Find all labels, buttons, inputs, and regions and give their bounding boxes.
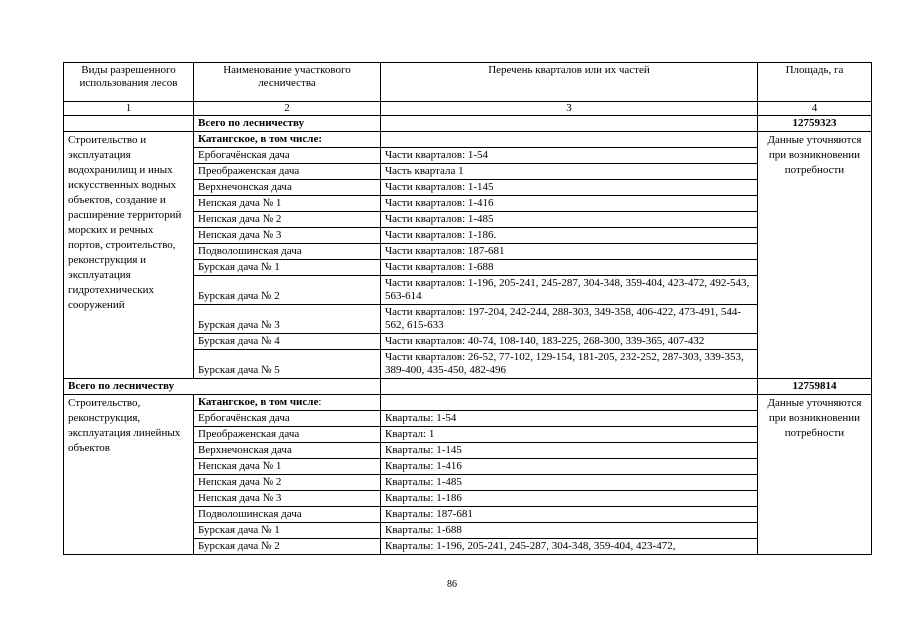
total-row xyxy=(64,116,872,132)
quarter-list: Квартал: 1 xyxy=(381,427,758,443)
area-note: Данные уточняются при возникновении потребности xyxy=(758,395,872,555)
quarter-list: Кварталы: 1-54 xyxy=(381,411,758,427)
column-number: 4 xyxy=(758,102,872,116)
header-col-area: Площадь, га xyxy=(758,63,872,102)
forestry-name: Бурская дача № 3 xyxy=(194,305,381,334)
forestry-name: Бурская дача № 1 xyxy=(194,260,381,276)
quarter-list: Части кварталов: 197-204, 242-244, 288-303, 349-358, 406-422, 473-491, 544-562, 615-633 xyxy=(381,305,758,334)
group-row xyxy=(64,132,872,148)
area-note: Данные уточняются при возникновении потребности xyxy=(758,132,872,379)
quarter-list: Кварталы: 1-485 xyxy=(381,475,758,491)
forestry-name: Преображенская дача xyxy=(194,427,381,443)
total-label: Всего по лесничеству xyxy=(64,379,381,395)
quarter-list: Части кварталов: 1-186. xyxy=(381,228,758,244)
total-label: Всего по лесничеству xyxy=(194,116,381,132)
forest-use-table xyxy=(63,62,872,555)
forestry-name: Бурская дача № 5 xyxy=(194,350,381,379)
total-row xyxy=(64,379,872,395)
forestry-name: Верхнечонская дача xyxy=(194,180,381,196)
total-empty-cell xyxy=(381,116,758,132)
quarter-list: Кварталы: 1-196, 205-241, 245-287, 304-348, 359-404, 423-472, xyxy=(381,539,758,555)
use-type-cell: Строительство и эксплуатация водохранилищ и иных искусственных водных объектов, создание и расширение территорий морских и речных портов, строительство, реконструкция и эксплуатация гидротехнических сооружений xyxy=(64,132,194,379)
group-row xyxy=(64,395,872,411)
header-col-forestry: Наименование участкового лесничества xyxy=(194,63,381,102)
quarter-list: Кварталы: 1-145 xyxy=(381,443,758,459)
quarter-list: Части кварталов: 1-485 xyxy=(381,212,758,228)
total-empty-cell xyxy=(381,379,758,395)
column-number: 3 xyxy=(381,102,758,116)
quarter-list: Части кварталов: 1-145 xyxy=(381,180,758,196)
forestry-name: Бурская дача № 1 xyxy=(194,523,381,539)
header-col-use: Виды разрешенного использования лесов xyxy=(64,63,194,102)
quarter-list: Части кварталов: 40-74, 108-140, 183-225, 268-300, 339-365, 407-432 xyxy=(381,334,758,350)
column-number-row xyxy=(64,102,872,116)
quarter-list: Кварталы: 1-186 xyxy=(381,491,758,507)
group-label: Катангское, в том числе: xyxy=(194,132,381,148)
group-empty-cell xyxy=(381,132,758,148)
forestry-name: Подволошинская дача xyxy=(194,507,381,523)
quarter-list: Часть квартала 1 xyxy=(381,164,758,180)
total-area: 12759323 xyxy=(758,116,872,132)
section-1-body xyxy=(64,116,872,379)
forestry-name: Бурская дача № 4 xyxy=(194,334,381,350)
use-type-cell: Строительство, реконструкция, эксплуатация линейных объектов xyxy=(64,395,194,555)
quarter-list: Кварталы: 1-688 xyxy=(381,523,758,539)
forestry-name: Подволошинская дача xyxy=(194,244,381,260)
quarter-list: Части кварталов: 1-688 xyxy=(381,260,758,276)
table-header-row xyxy=(64,63,872,102)
quarter-list: Части кварталов: 1-416 xyxy=(381,196,758,212)
column-number: 1 xyxy=(64,102,194,116)
quarter-list: Кварталы: 1-416 xyxy=(381,459,758,475)
forestry-name: Ербогачёнская дача xyxy=(194,411,381,427)
quarter-list: Кварталы: 187-681 xyxy=(381,507,758,523)
quarter-list: Части кварталов: 1-196, 205-241, 245-287, 304-348, 359-404, 423-472, 492-543, 563-614 xyxy=(381,276,758,305)
group-empty-cell xyxy=(381,395,758,411)
quarter-list: Части кварталов: 187-681 xyxy=(381,244,758,260)
forestry-name: Бурская дача № 2 xyxy=(194,539,381,555)
forestry-name: Непская дача № 3 xyxy=(194,491,381,507)
forestry-name: Непская дача № 1 xyxy=(194,459,381,475)
forestry-name: Преображенская дача xyxy=(194,164,381,180)
forestry-name: Непская дача № 3 xyxy=(194,228,381,244)
column-number: 2 xyxy=(194,102,381,116)
header-col-quarters: Перечень кварталов или их частей xyxy=(381,63,758,102)
group-label-suffix: : xyxy=(318,396,322,408)
group-label: Катангское, в том числе xyxy=(198,396,319,408)
forestry-name: Ербогачёнская дача xyxy=(194,148,381,164)
total-empty-cell xyxy=(64,116,194,132)
forestry-name: Непская дача № 2 xyxy=(194,475,381,491)
page-number: 86 xyxy=(447,579,457,590)
group-label-cell xyxy=(194,395,381,411)
quarter-list: Части кварталов: 1-54 xyxy=(381,148,758,164)
section-2-body xyxy=(64,379,872,555)
forestry-name: Непская дача № 1 xyxy=(194,196,381,212)
forestry-name: Верхнечонская дача xyxy=(194,443,381,459)
quarter-list: Части кварталов: 26-52, 77-102, 129-154, 181-205, 232-252, 287-303, 339-353, 389-400, 435-450, 482-496 xyxy=(381,350,758,379)
forestry-name: Непская дача № 2 xyxy=(194,212,381,228)
forestry-name: Бурская дача № 2 xyxy=(194,276,381,305)
total-area: 12759814 xyxy=(758,379,872,395)
